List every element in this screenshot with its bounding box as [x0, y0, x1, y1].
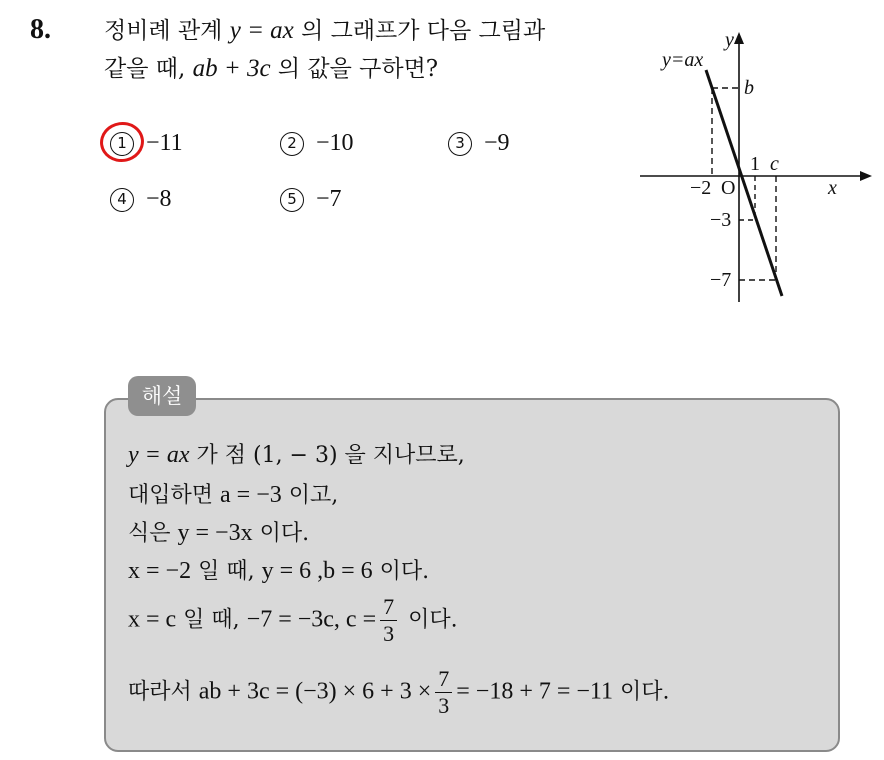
- solution-line-3: 식은 y = −3x 이다.: [128, 520, 310, 546]
- question-number: 8.: [30, 14, 51, 45]
- origin-label: O: [721, 177, 736, 199]
- y-axis-label: y: [725, 29, 734, 51]
- x-axis-label: x: [828, 177, 837, 199]
- fraction-7-3-b: $\frac{7}{3}$: [435, 666, 452, 719]
- question-text: 정비례 관계 y = ax 의 그래프가 다음 그림과 같을 때, ab + 3c 의 값을 구하면?: [104, 17, 546, 82]
- c-label: c: [770, 153, 779, 175]
- solution-line-4: x = −2 일 때, y = 6 ,b = 6 이다.: [128, 558, 430, 584]
- func-label: y=ax: [662, 49, 704, 71]
- equation-y-ax: y = ax: [229, 17, 294, 44]
- one-label: 1: [750, 153, 760, 175]
- choice-3[interactable]: 3 −9: [448, 130, 510, 157]
- choice-4[interactable]: 4 −8: [110, 186, 172, 213]
- solution-line-1: y = ax 가 점 (1, − 3) 을 지나므로,: [128, 442, 465, 468]
- solution-line-5: x = c 일 때, −7 = −3c, c = $\frac{7}{3}$ 이다.: [128, 594, 458, 646]
- neg7-label: −7: [710, 269, 732, 291]
- choice-5[interactable]: 5 −7: [280, 186, 342, 213]
- proportion-graph: [640, 20, 880, 310]
- expression-ab-3c: ab + 3c: [192, 55, 271, 82]
- b-label: b: [744, 77, 754, 99]
- solution-line-6: 따라서 ab + 3c = (−3) × 6 + 3 × $\frac{7}{3}$ = −18 + 7 = −11 이다.: [128, 666, 670, 718]
- graph-line-y-ax: [706, 70, 782, 296]
- choice-1[interactable]: 1 −11: [110, 130, 183, 157]
- solution-line-2: 대입하면 a = −3 이고,: [128, 482, 339, 508]
- neg3-label: −3: [710, 209, 732, 231]
- y-axis-arrow-icon: [734, 32, 744, 44]
- x-axis-arrow-icon: [860, 171, 872, 181]
- neg2-label: −2: [690, 177, 712, 199]
- fraction-7-3: $\frac{7}{3}$: [380, 594, 397, 647]
- solution-tag: 해설: [128, 376, 196, 416]
- choice-2[interactable]: 2 −10: [280, 130, 354, 157]
